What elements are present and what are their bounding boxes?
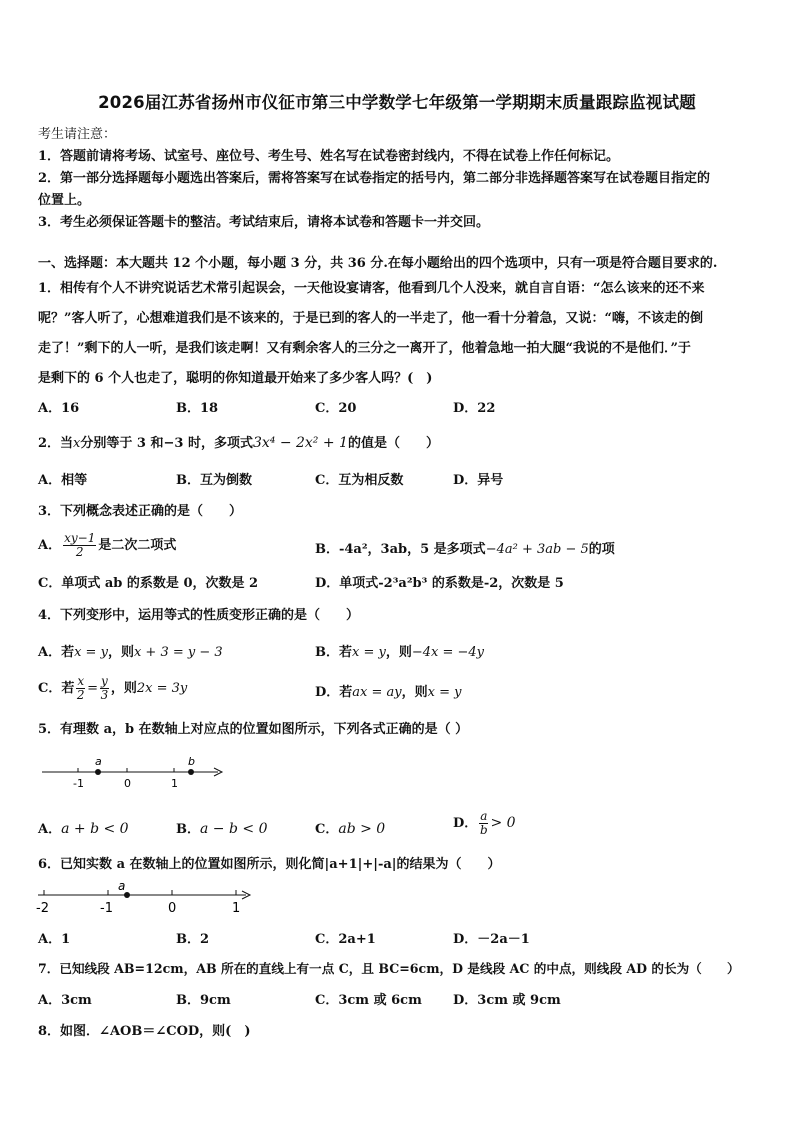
- q4-a-result: x + 3 = y − 3: [133, 645, 223, 660]
- q7-stem: 7．已知线段 AB=12cm，AB 所在的直线上有一点 C，且 BC=6cm，D 是线段 AC 的中点，则线段 AD 的长为（ ）: [38, 961, 740, 976]
- q5-c-expression: ab > 0: [338, 821, 386, 837]
- q5-tick-label-1: 1: [171, 777, 178, 790]
- q7-option-c: C．3cm 或 6cm: [315, 993, 422, 1008]
- q1-line-1: 1．相传有个人不讲究说话艺术常引起误会，一天他设宴请客，他看到几个人没来，就自言自语：“怎么该来的还不来: [38, 281, 705, 296]
- q6-tick-label-0: 0: [168, 901, 177, 916]
- q2-pre: 2．当: [38, 436, 74, 451]
- q2-mid: 分别等于 3 和−3 时，多项式: [80, 436, 253, 451]
- notice-item-1: 1．答题前请将考场、试室号、座位号、考生号、姓名写在试卷密封线内，不得在试卷上作任何标记。: [38, 149, 620, 164]
- q3-a-denominator: 2: [75, 545, 84, 559]
- q5-d-post: > 0: [490, 815, 516, 831]
- q3-option-a: [38, 532, 176, 559]
- q4-d-result: x = y: [427, 685, 462, 700]
- q3-option-b: [315, 538, 615, 557]
- q2-stem: [38, 432, 758, 451]
- q5-label-b: b: [188, 755, 195, 768]
- q6-option-d: D．－2a－1: [453, 932, 530, 947]
- q4-b-condition: x = y: [352, 645, 386, 660]
- q5-option-c: [315, 818, 385, 837]
- q5-b-expression: a − b < 0: [200, 821, 268, 837]
- q4-stem: 4．下列变形中，运用等式的性质变形正确的是（ ）: [38, 608, 360, 623]
- q4-b-pre: B．若: [315, 645, 352, 660]
- q4-c-f2-denominator: 3: [100, 688, 109, 702]
- q6-option-b: B．2: [176, 932, 210, 947]
- q1-option-b: B．18: [176, 401, 219, 416]
- q5-d-denominator: b: [480, 823, 488, 837]
- q4-option-d: [315, 681, 461, 700]
- section-heading: 一、选择题：本大题共 12 个小题，每小题 3 分，共 36 分.在每小题给出的四个选项中，只有一项是符合题目要求的.: [38, 256, 718, 271]
- q7-option-d: D．3cm 或 9cm: [453, 993, 561, 1008]
- q2-option-d: D．异号: [453, 473, 504, 488]
- notice-item-2: 2．第一部分选择题每小题选出答案后，需将答案写在试卷指定的括号内，第二部分非选择题答案写在试卷题目指定的: [38, 171, 711, 186]
- q5-point-a: [95, 769, 101, 775]
- q5-tick-label-neg1: -1: [73, 777, 84, 790]
- q1-line-4: 是剩下的 6 个人也走了，聪明的你知道最开始来了多少客人吗？( ): [38, 371, 433, 386]
- q3-stem: 3．下列概念表述正确的是（ ）: [38, 504, 243, 519]
- q2-option-c: C．互为相反数: [315, 473, 404, 488]
- q4-c-mid: ，则: [110, 681, 137, 696]
- q3-a-numerator: xy−1: [64, 531, 96, 545]
- q5-a-label: A．: [38, 822, 62, 837]
- q4-d-pre: D．若: [315, 685, 353, 700]
- q4-c-result: 2x = 3y: [136, 681, 188, 696]
- q4-c-fraction-2: [100, 675, 109, 702]
- q4-a-pre: A．若: [38, 645, 75, 660]
- q5-stem: 5．有理数 a，b 在数轴上对应点的位置如图所示，下列各式正确的是（ ）: [38, 722, 469, 737]
- q4-option-c: [38, 675, 187, 702]
- q5-tick-label-0: 0: [124, 777, 131, 790]
- q4-c-pre: C．若: [38, 681, 75, 696]
- q2-option-b: B．互为倒数: [176, 473, 252, 488]
- q6-option-a: A．1: [38, 932, 71, 947]
- q2-var: x: [73, 436, 81, 451]
- q4-option-a: [38, 641, 223, 660]
- q5-c-label: C．: [315, 822, 339, 837]
- q4-b-mid: ，则: [385, 645, 412, 660]
- q3-b-pre: B．-4a²，3ab，5 是多项式: [315, 542, 486, 557]
- q5-option-a: [38, 818, 129, 837]
- q4-a-condition: x = y: [74, 645, 108, 660]
- q6-label-a: a: [118, 879, 126, 893]
- q5-number-line: [38, 752, 238, 792]
- q1-option-d: D．22: [453, 401, 496, 416]
- q3-a-label: A．: [38, 538, 62, 553]
- q2-polynomial: 3x⁴ − 2x² + 1: [252, 435, 348, 451]
- q4-d-mid: ，则: [401, 685, 428, 700]
- q2-post: 的值是（ ）: [347, 436, 439, 451]
- q3-a-post: 是二次二项式: [98, 538, 177, 553]
- q4-c-fraction-1: [76, 675, 85, 702]
- q6-stem: 6．已知实数 a 在数轴上的位置如图所示，则化简|a+1|+|-a|的结果为（ ）: [38, 857, 501, 872]
- q6-tick-label-neg1: -1: [100, 901, 113, 916]
- q2-option-a: A．相等: [38, 473, 88, 488]
- q6-tick-label-1: 1: [232, 901, 241, 916]
- q4-b-result: −4x = −4y: [411, 645, 485, 660]
- q1-option-c: C．20: [315, 401, 357, 416]
- q3-option-c: C．单项式 ab 的系数是 0，次数是 2: [38, 576, 259, 591]
- q1-line-2: 呢？”客人听了，心想难道我们是不该来的，于是已到的客人的一半走了，他一看十分着急，又说：“嗨，不该走的倒: [38, 311, 703, 326]
- q7-option-b: B．9cm: [176, 993, 231, 1008]
- q5-option-b: [176, 818, 267, 837]
- q4-c-f2-numerator: y: [101, 674, 108, 688]
- q4-d-condition: ax = ay: [352, 685, 402, 700]
- q5-d-numerator: a: [480, 809, 488, 823]
- q5-a-expression: a + b < 0: [61, 821, 129, 837]
- q4-option-b: [315, 641, 484, 660]
- q5-option-d: [453, 810, 516, 837]
- q5-d-fraction: [479, 810, 488, 837]
- q8-stem: 8．如图．∠AOB＝∠COD，则( ): [38, 1024, 251, 1039]
- q6-option-c: C．2a+1: [315, 932, 376, 947]
- q4-a-mid: ，则: [107, 645, 134, 660]
- q1-option-a: A．16: [38, 401, 80, 416]
- q6-number-line: [34, 878, 264, 918]
- q4-c-equals: =: [87, 681, 99, 696]
- page-title: 2026届江苏省扬州市仪征市第三中学数学七年级第一学期期末质量跟踪监视试题: [98, 93, 696, 112]
- q5-label-a: a: [95, 755, 102, 768]
- q5-b-label: B．: [176, 822, 200, 837]
- q3-b-polynomial: −4a² + 3ab − 5: [485, 542, 589, 557]
- notice-item-3: 3．考生必须保证答题卡的整洁。考试结束后，请将本试卷和答题卡一并交回。: [38, 215, 490, 230]
- q4-c-f1-denominator: 2: [76, 688, 85, 702]
- q4-c-f1-numerator: x: [77, 674, 85, 688]
- q5-point-b: [188, 769, 194, 775]
- notice-heading: 考生请注意：: [38, 127, 117, 142]
- q7-option-a: A．3cm: [38, 993, 92, 1008]
- q3-b-post: 的项: [588, 542, 615, 557]
- notice-item-2-cont: 位置上。: [38, 193, 91, 208]
- q5-d-label: D．: [453, 816, 478, 831]
- q3-option-d: D．单项式-2³a²b³ 的系数是-2，次数是 5: [315, 576, 564, 591]
- q1-line-3: 走了！”剩下的人一听，是我们该走啊！又有剩余客人的三分之一离开了，他着急地一拍大腿“我说的不是他们．”于: [38, 341, 691, 356]
- q3-a-fraction: [63, 532, 96, 559]
- q6-tick-label-neg2: -2: [36, 901, 49, 916]
